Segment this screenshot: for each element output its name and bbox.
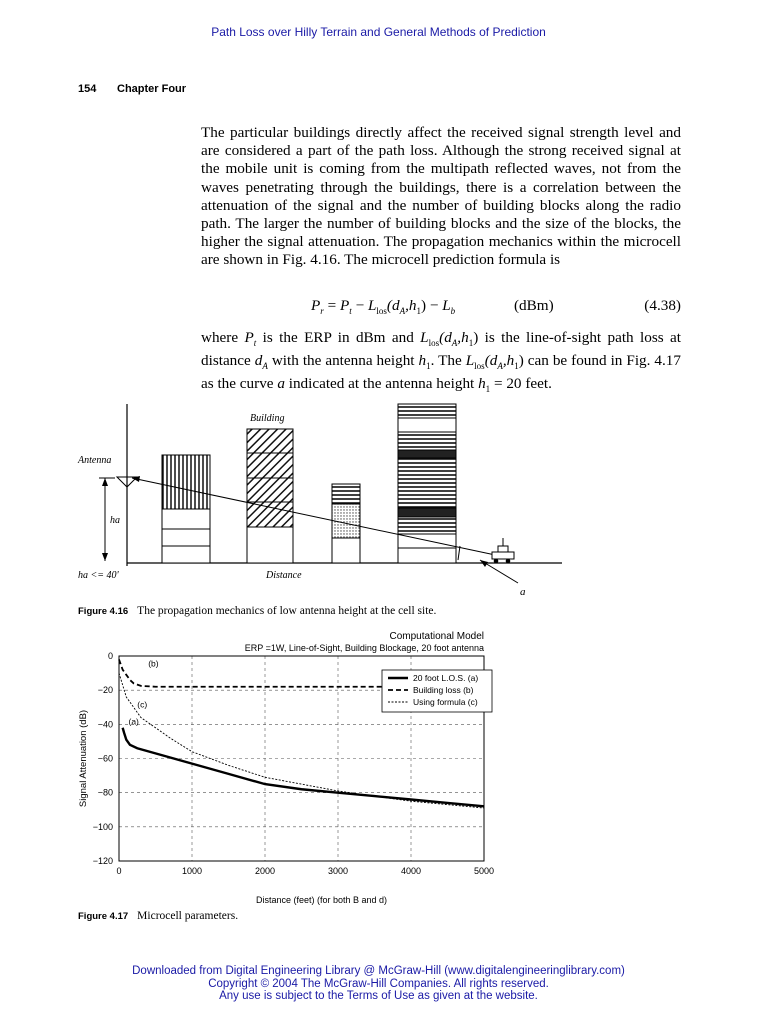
ha-arrow-up-icon bbox=[102, 478, 108, 486]
series-line-a bbox=[123, 728, 484, 807]
antenna-label: Antenna bbox=[78, 455, 112, 466]
x-tick-label: 0 bbox=[116, 866, 122, 876]
ha-label: ha bbox=[110, 515, 120, 526]
figure-4-17-chart bbox=[74, 626, 514, 906]
figure-4-16-diagram bbox=[70, 398, 570, 598]
distance-label: Distance bbox=[266, 570, 302, 581]
y-tick-label: −80 bbox=[97, 787, 113, 798]
chart-subtitle: ERP =1W, Line-of-Sight, Building Blockage, 20 foot antenna bbox=[244, 643, 484, 653]
legend-entry: Using formula (c) bbox=[413, 697, 478, 707]
chart-legend bbox=[382, 670, 492, 712]
footer-notice bbox=[0, 965, 757, 1003]
a-label: a bbox=[520, 586, 526, 598]
running-title: Path Loss over Hilly Terrain and General Methods of Prediction bbox=[211, 25, 546, 39]
y-tick-label: −20 bbox=[97, 685, 113, 696]
y-tick-label: −40 bbox=[97, 719, 113, 730]
figure-4-16-caption: Figure 4.16 The propagation mechanics of low antenna height at the cell site. bbox=[78, 605, 437, 617]
building-label: Building bbox=[250, 413, 285, 424]
a-marker-line bbox=[458, 546, 460, 560]
legend-entry: 20 foot L.O.S. (a) bbox=[413, 673, 479, 683]
y-tick-label: −120 bbox=[92, 856, 113, 866]
building-4 bbox=[398, 404, 456, 563]
building-1 bbox=[162, 455, 210, 563]
y-tick-label: 0 bbox=[107, 651, 113, 661]
series-annotation-a: (a) bbox=[128, 716, 139, 727]
equation-body: $P_r = P_t - L_{los}(d_A,h_1) - L_b$ bbox=[311, 297, 456, 317]
mobile-vehicle-icon bbox=[492, 538, 514, 563]
y-tick-label: −60 bbox=[97, 753, 113, 764]
page-number: 154 bbox=[78, 83, 97, 95]
y-tick-label: −100 bbox=[92, 821, 113, 832]
ha-arrow-down-icon bbox=[102, 553, 108, 561]
x-axis-label: Distance (feet) (for both B and d) bbox=[255, 895, 388, 905]
x-tick-label: 5000 bbox=[473, 866, 495, 876]
x-tick-label: 2000 bbox=[254, 866, 276, 876]
footer-line-2: Copyright © 2004 The McGraw-Hill Companies. All rights reserved. bbox=[208, 977, 549, 990]
series-line-b bbox=[119, 659, 396, 686]
series-annotation-c: (c) bbox=[137, 699, 148, 710]
x-tick-label: 3000 bbox=[327, 866, 349, 876]
body-paragraph: The particular buildings directly affect the received signal strength level and are considered a part of the path loss. Although the strong received signal at the mobile unit is coming from the multipath reflected waves, not from the waves penetrating through the buildings, there is a correlation between the attenuation of the signal and the number of building blocks along the radio path. The larger the number of building blocks and the size of the blocks, the higher the signal attenuation. The propagation mechanics within the microcell are shown in Fig. 4.16. The microcell prediction formula is bbox=[201, 124, 681, 269]
equation-number: (4.38) bbox=[644, 297, 681, 314]
figure-4-17-caption: Figure 4.17 Microcell parameters. bbox=[78, 910, 239, 922]
body-paragraph-2: where $P_t$ is the ERP in dBm and $L_{los}(d_A,h_1)$ is the line-of-sight path loss at distance $d_A$ with the antenna height $h_1$. The $L_{los}(d_A,h_1)$ can be found in Fig. 4.17 as the curve a indicated at the antenna height $h_1 = 20$ feet. bbox=[201, 329, 681, 395]
ha-limit-label: ha <= 40' bbox=[78, 570, 119, 581]
chapter-title: Chapter Four bbox=[117, 83, 187, 95]
chart-title: Computational Model bbox=[389, 631, 484, 642]
y-axis-label: Signal Attenuation (dB) bbox=[78, 709, 89, 808]
footer-line-1[interactable]: Downloaded from Digital Engineering Library @ McGraw-Hill (www.digitalengineeringlibrary.com) bbox=[132, 965, 625, 977]
footer-line-3: Any use is subject to the Terms of Use as given at the website. bbox=[219, 990, 538, 1002]
x-tick-label: 4000 bbox=[400, 866, 422, 876]
x-tick-label: 1000 bbox=[181, 866, 203, 876]
legend-entry: Building loss (b) bbox=[413, 685, 474, 695]
series-annotation-b: (b) bbox=[148, 658, 159, 669]
equation-unit: (dBm) bbox=[514, 297, 554, 314]
building-2 bbox=[247, 429, 293, 563]
